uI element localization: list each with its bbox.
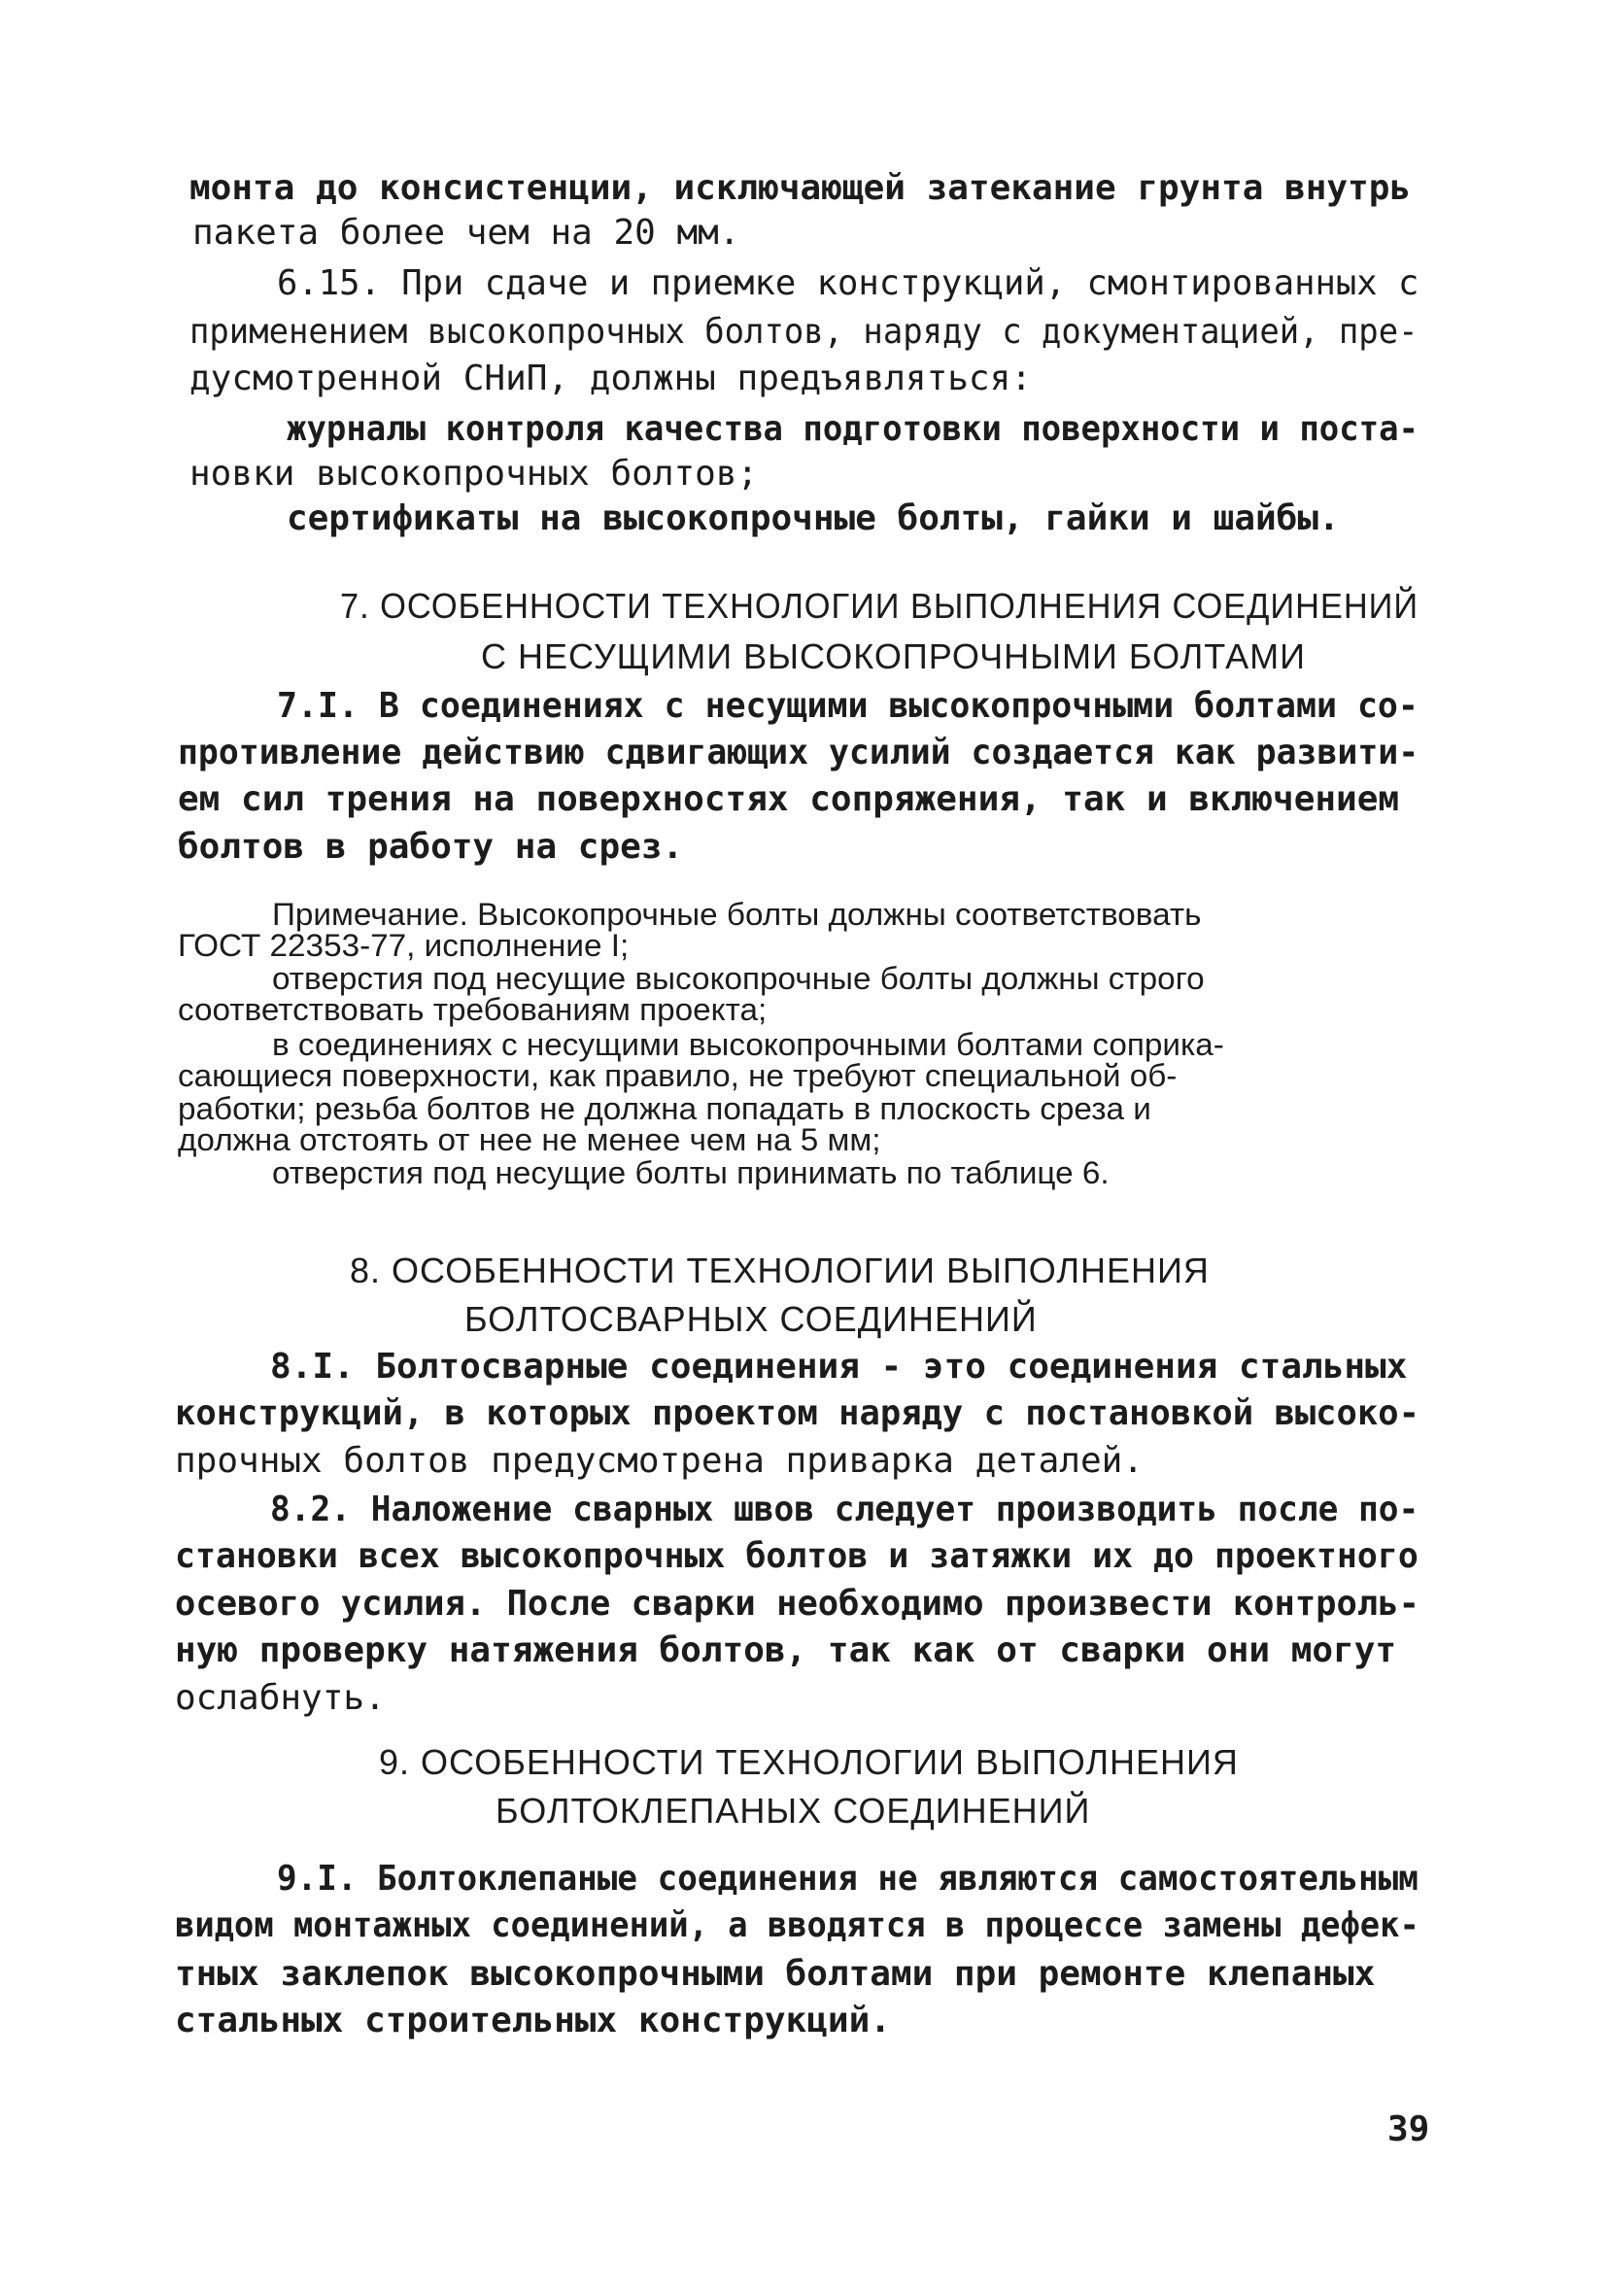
text-line: 8.2. Наложение сварных швов следует производить после по- [270,1490,1419,1529]
note-line: Примечание. Высокопрочные болты должны соответствовать [272,897,1202,932]
section-heading: БОЛТОСВАРНЫХ СОЕДИНЕНИЙ [464,1299,1038,1339]
text-line: 8.I. Болтосварные соединения - это соединения стальных [270,1347,1408,1387]
page-number: 39 [1387,2109,1430,2149]
note-line: отверстия под несущие болты принимать по таблице 6. [272,1155,1110,1190]
note-line: в соединениях с несущими высокопрочными болтами соприка- [272,1027,1224,1062]
text-line: применением высокопрочных болтов, наряду с документацией, пре- [189,312,1419,352]
note-line: соответствовать требованиям проекта; [178,992,768,1027]
text-line: становки всех высокопрочных болтов и затяжки их до проектного [175,1536,1419,1576]
text-line: сертификаты на высокопрочные болты, гайки и шайбы. [287,498,1340,538]
text-line: конструкций, в которых проектом наряду с постановкой высоко- [175,1393,1419,1433]
text-line: видом монтажных соединений, а вводятся в процессе замены дефек- [175,1905,1419,1945]
section-heading: БОЛТОКЛЕПАНЫХ СОЕДИНЕНИЙ [496,1791,1091,1831]
text-line: ослабнуть. [175,1678,386,1718]
section-heading: 7. ОСОБЕННОСТИ ТЕХНОЛОГИИ ВЫПОЛНЕНИЯ СОЕДИНЕНИЙ [340,586,1419,626]
text-line: журналы контроля качества подготовки поверхности и поста- [287,409,1419,449]
text-line: дусмотренной СНиП, должны предъявляться: [189,359,1032,398]
text-line: монта до консистенции, исключающей затекание грунта внутрь [189,168,1412,208]
note-line: сающиеся поверхности, как правило, не требуют специальной об- [178,1058,1178,1093]
text-line: болтов в работу на срез. [178,827,684,867]
text-line: пакета более чем на 20 мм. [192,213,740,253]
text-line: ную проверку натяжения болтов, так как от сварки они могут [175,1630,1397,1670]
text-line: прочных болтов предусмотрена приварка деталей. [175,1441,1144,1481]
text-line: стальных строительных конструкций. [175,2001,891,2040]
section-heading: 9. ОСОБЕННОСТИ ТЕХНОЛОГИИ ВЫПОЛНЕНИЯ [379,1742,1239,1782]
text-line: осевого усилия. После сварки необходимо произвести контроль- [175,1584,1419,1624]
text-line: противление действию сдвигающих усилий создается как развити- [178,733,1419,772]
text-line: тных заклепок высокопрочными болтами при ремонте клепаных [175,1954,1376,1994]
text-line: 7.I. В соединениях с несущими высокопрочными болтами со- [277,686,1419,726]
note-line: отверстия под несущие высокопрочные болты должны строго [272,961,1205,996]
note-line: должна отстоять от нее не менее чем на 5 мм; [178,1122,881,1157]
section-heading: С НЕСУЩИМИ ВЫСОКОПРОЧНЫМИ БОЛТАМИ [481,636,1306,676]
text-line: ем сил трения на поверхностях сопряжения, так и включением [178,779,1400,819]
section-heading: 8. ОСОБЕННОСТИ ТЕХНОЛОГИИ ВЫПОЛНЕНИЯ [350,1251,1210,1290]
text-line: 6.15. При сдаче и приемке конструкций, смонтированных с [277,263,1419,303]
text-line: 9.I. Болтоклепаные соединения не являются самостоятельным [277,1859,1419,1899]
text-line: новки высокопрочных болтов; [189,454,759,494]
note-line: работки; резьба болтов не должна попадать в плоскость среза и [178,1091,1151,1126]
note-line: ГОСТ 22353-77, исполнение I; [178,928,630,963]
